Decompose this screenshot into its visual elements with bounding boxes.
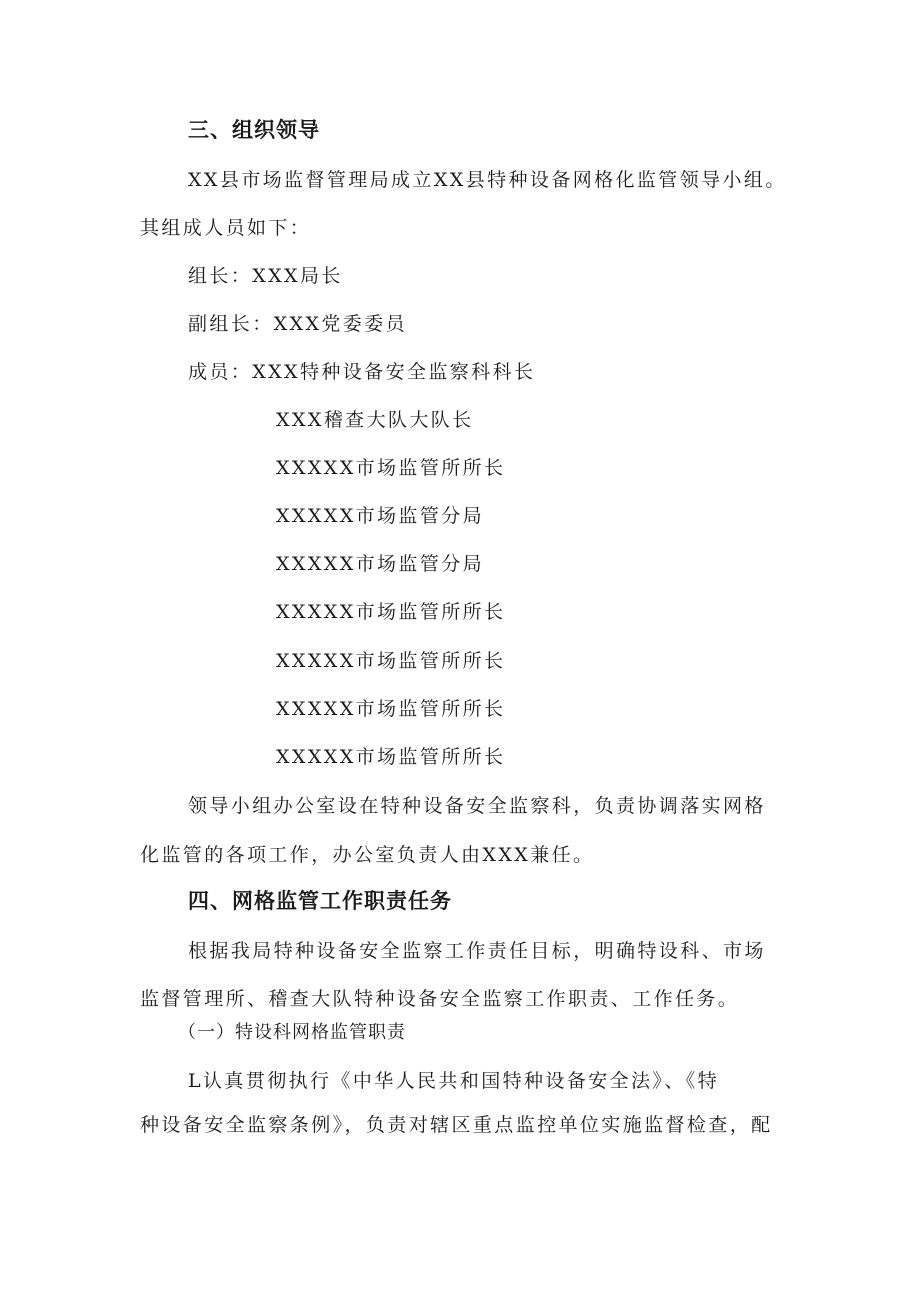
section-3-intro-line-2: 其组成人员如下： xyxy=(140,217,312,239)
section-4-intro-line-1: 根据我局特种设备安全监察工作责任目标，明确特设科、市场 xyxy=(188,940,766,962)
office-paragraph-line-2: 化监管的各项工作，办公室负责人由XXX兼任。 xyxy=(140,844,595,866)
office-paragraph-line-1: 领导小组办公室设在特种设备安全监察科，负责协调落实网格 xyxy=(188,795,766,817)
group-deputy-leader: 副组长：XXX党委委员 xyxy=(188,313,407,335)
group-members-first: 成员：XXX特种设备安全监察科科长 xyxy=(188,361,536,383)
item-1-line-2: 种设备安全监察条例》，负责对辖区重点监控单位实施监督检查，配 xyxy=(140,1114,773,1136)
subsection-1-heading: （一）特设科网格监管职责 xyxy=(178,1022,406,1043)
group-member-item: XXXXX市场监管所所长 xyxy=(276,698,506,720)
group-member-item: XXXXX市场监管所所长 xyxy=(276,601,506,623)
group-member-item: XXXXX市场监管所所长 xyxy=(276,650,506,672)
group-member-item: XXXXX市场监管所所长 xyxy=(276,746,506,768)
group-member-item: XXX稽查大队大队长 xyxy=(276,409,474,431)
section-3-heading: 三、组织领导 xyxy=(188,118,320,142)
item-1-line-1: L认真贯彻执行《中华人民共和国特种设备安全法》、《特 xyxy=(188,1070,720,1092)
section-4-intro-line-2: 监督管理所、稽查大队特种设备安全监察工作职责、工作任务。 xyxy=(140,988,740,1010)
group-leader: 组长：XXX局长 xyxy=(188,265,343,287)
section-4-heading: 四、网格监管工作职责任务 xyxy=(188,889,452,913)
section-3-intro-line-1: XX县市场监督管理局成立XX县特种设备网格化监管领导小组。 xyxy=(188,169,787,191)
group-member-item: XXXXX市场监管所所长 xyxy=(276,457,506,479)
group-member-item: XXXXX市场监管分局 xyxy=(276,505,485,527)
group-member-item: XXXXX市场监管分局 xyxy=(276,553,485,575)
